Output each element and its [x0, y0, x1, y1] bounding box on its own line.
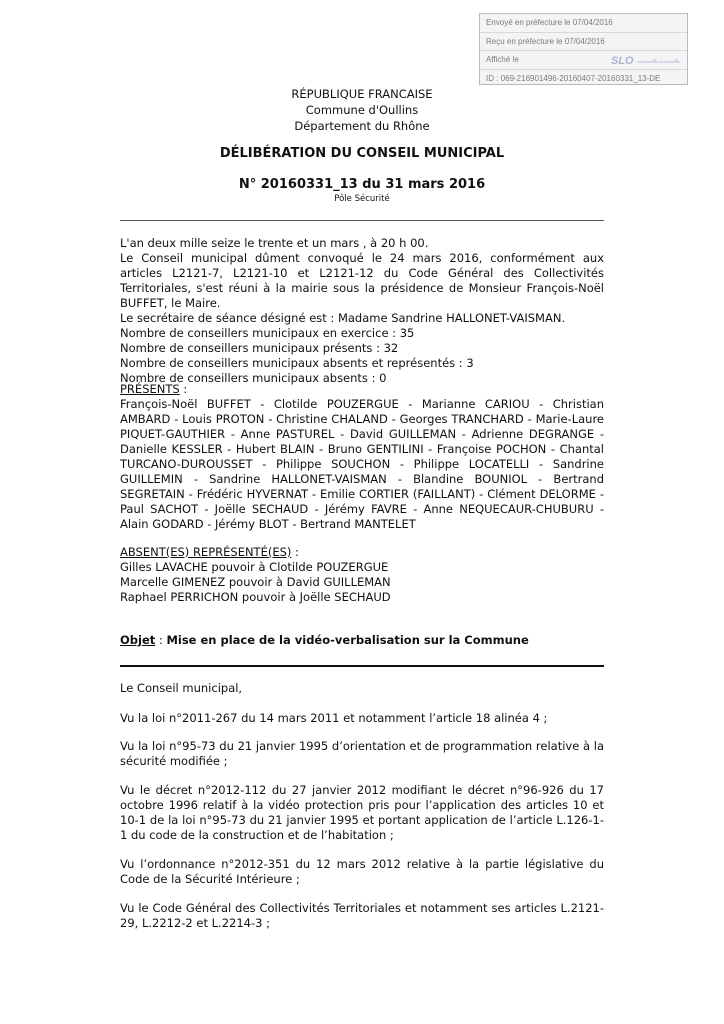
- stamp-posted: [480, 51, 687, 70]
- body-vu-3: Vu le décret n°2012-112 du 27 janvier 2012 modifiant le décret n°96-926 du 17 octobre 1996 relatif à la vidéo protection pris pour l’application des articles 10 et 10-1 de la loi n°95-73 du 21 janvier 1995 et portant application de l’article L.126-1-1 du code de la construction et de l’habitation ;: [120, 783, 604, 842]
- presents-names: François-Noël BUFFET - Clotilde POUZERGUE - Marianne CARIOU - Christian AMBARD - Louis PROTON - Christine CHALAND - Georges TRANCHARD - Marie-Laure PIQUET-GAUTHIER - Anne PASTUREL - David GUILLEMAN - Adrienne DEGRANGE - Danielle KESSLER - Hubert BLAIN - Bruno GENTILINI - Françoise POCHON - Chantal TURCANO-DUROUSSET - Philippe SOUCHON - Philippe LOCATELLI - Sandrine GUILLEMIN - Sandrine HALLONET-VAISMAN - Blandine BOUNIOL - Bertrand SEGRETAIN - Frédéric HYVERNAT - Emilie CORTIER (FAILLANT) - Clément DELORME - Paul SACHOT - Joëlle SECHAUD - Jérémy FAVRE - Anne NEQUECAUR-CHUBURU - Alain GODARD - Jérémy BLOT - Bertrand MANTELET: [120, 397, 604, 531]
- header-republic: RÉPUBLIQUE FRANCAISE: [291, 87, 433, 101]
- intro-block: [120, 236, 604, 386]
- prefecture-stamp: [479, 13, 688, 85]
- pole-label: Pôle Sécurité: [334, 194, 390, 204]
- represented-heading: [120, 545, 604, 560]
- stamp-sent: Envoyé en préfecture le 07/04/2016: [480, 14, 687, 33]
- header-divider: [120, 220, 604, 221]
- stamp-received: Reçu en préfecture le 07/04/2016: [480, 33, 687, 52]
- document-title: DÉLIBÉRATION DU CONSEIL MUNICIPAL: [219, 146, 505, 161]
- body-vu-2: Vu la loi n°95-73 du 21 janvier 1995 d’orientation et de programmation relative à la sécurité modifiée ;: [120, 739, 604, 768]
- intro-convocation: Le Conseil municipal dûment convoqué le 24 mars 2016, conformément aux articles L2121-7, L2121-10 et L2121-12 du Code Général des Collectivités Territoriales, s'est réuni à la mairie sous la présidence de Monsieur François-Noël BUFFET, le Maire.: [120, 251, 604, 310]
- presents-section: [120, 382, 604, 532]
- count-present: Nombre de conseillers municipaux présents : 32: [120, 341, 399, 355]
- slo-logo-icon: [607, 54, 685, 66]
- objet-label: Objet: [120, 633, 156, 647]
- header-commune: Commune d'Oullins: [305, 103, 419, 117]
- presents-heading: [120, 382, 604, 397]
- objet-text: Mise en place de la vidéo-verbalisation sur la Commune: [166, 633, 529, 647]
- slo-logo-text: SLO: [611, 55, 634, 66]
- presents-suffix: :: [179, 382, 188, 396]
- presents-label: PRÉSENTS: [120, 382, 180, 396]
- represented-label: ABSENT(ES) REPRÉSENTÉ(ES): [120, 545, 292, 559]
- represented-section: [120, 545, 604, 605]
- stamp-id: ID : 069-216901496-20160407-20160331_13-DE: [486, 73, 661, 83]
- body-council: Le Conseil municipal,: [120, 681, 243, 695]
- count-absent: Nombre de conseillers municipaux absents : 0: [120, 371, 387, 385]
- represented-item: Raphael PERRICHON pouvoir à Joëlle SECHAUD: [120, 590, 391, 604]
- objet-divider: [120, 665, 604, 667]
- deliberation-number: N° 20160331_13 du 31 mars 2016: [238, 177, 486, 192]
- represented-suffix: :: [291, 545, 299, 559]
- body-vu-5: Vu le Code Général des Collectivités Territoriales et notamment ses articles L.2121-29, L.2212-2 et L.2214-3 ;: [120, 901, 604, 930]
- count-represented: Nombre de conseillers municipaux absents et représentés : 3: [120, 356, 474, 370]
- intro-date-line: L'an deux mille seize le trente et un mars , à 20 h 00.: [120, 236, 429, 250]
- intro-secretary: Le secrétaire de séance désigné est : Madame Sandrine HALLONET-VAISMAN.: [120, 311, 566, 325]
- document-header: [0, 86, 724, 134]
- stamp-posted-label: Affiché le: [486, 55, 519, 64]
- header-department: Département du Rhône: [294, 119, 430, 133]
- represented-item: Marcelle GIMENEZ pouvoir à David GUILLEMAN: [120, 575, 391, 589]
- body-vu-4: Vu l’ordonnance n°2012-351 du 12 mars 2012 relative à la partie législative du Code de la Sécurité Intérieure ;: [120, 857, 604, 886]
- objet-separator: :: [155, 633, 167, 647]
- body-vu-1: Vu la loi n°2011-267 du 14 mars 2011 et notamment l’article 18 alinéa 4 ;: [120, 711, 548, 725]
- count-in-office: Nombre de conseillers municipaux en exercice : 35: [120, 326, 415, 340]
- represented-item: Gilles LAVACHE pouvoir à Clotilde POUZERGUE: [120, 560, 389, 574]
- objet-line: [120, 633, 529, 647]
